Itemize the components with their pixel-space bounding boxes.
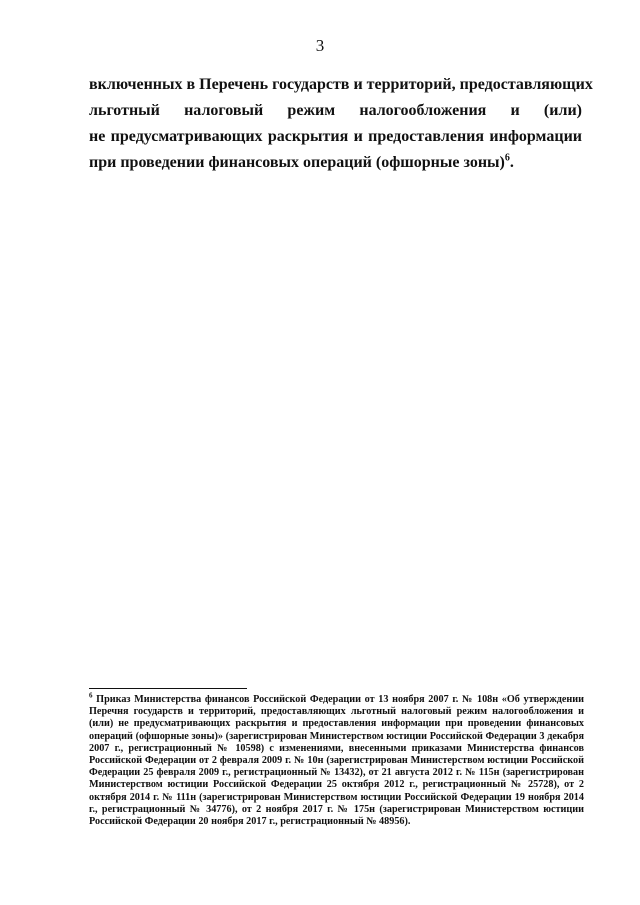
body-line-2: льготный налоговый режим налогообложения и (или) (89, 102, 582, 119)
body-line-1: включенных в Перечень государств и территорий, предоставляющих (89, 76, 593, 93)
body-paragraph (89, 72, 593, 176)
body-line-4: при проведении финансовых операций (офшорные зоны)$^6$. (89, 152, 514, 171)
page-number: 3 (315, 36, 325, 55)
footnote-reference: 6 (504, 152, 510, 164)
footnote-text: Приказ Министерства финансов Российской Федерации от 13 ноября 2007 г. № 108н «Об утверждении Перечня государств и территорий, предоставляющих льготный налоговый режим налогообложения и (или) не предусматривающих раскрытия и предоставления информации при проведении финансовых операций (офшорные зоны)» (зарегистрирован Министерством юстиции Российской Федерации 3 декабря 2007 г., регистрационный № 10598) с изменениями, внесенными приказами Министерства финансов Российской Федерации от 2 февраля 2009 г. № 10н (зарегистрирован Министерством юстиции Российской Федерации 25 февраля 2009 г., регистрационный № 13432), от 21 августа 2012 г. № 115н (зарегистрирован Министерством юстиции Российской Федерации 25 октября 2012 г., регистрационный № 25728), от 2 октября 2014 г. № 111н (зарегистрирован Министерством юстиции Российской Федерации 19 ноября 2014 г., регистрационный № 34776), от 2 ноября 2017 г. № 175н (зарегистрирован Министерством юстиции Российской Федерации 20 ноября 2017 г., регистрационный № 48956). (89, 694, 584, 828)
body-line-3: не предусматривающих раскрытия и предоставления информации (89, 128, 582, 145)
footnote-marker: 6 (89, 691, 93, 700)
body-line-4-text: при проведении финансовых операций (офшорные зоны) (89, 154, 505, 171)
footnote (89, 691, 584, 828)
footnote-separator (89, 688, 247, 689)
